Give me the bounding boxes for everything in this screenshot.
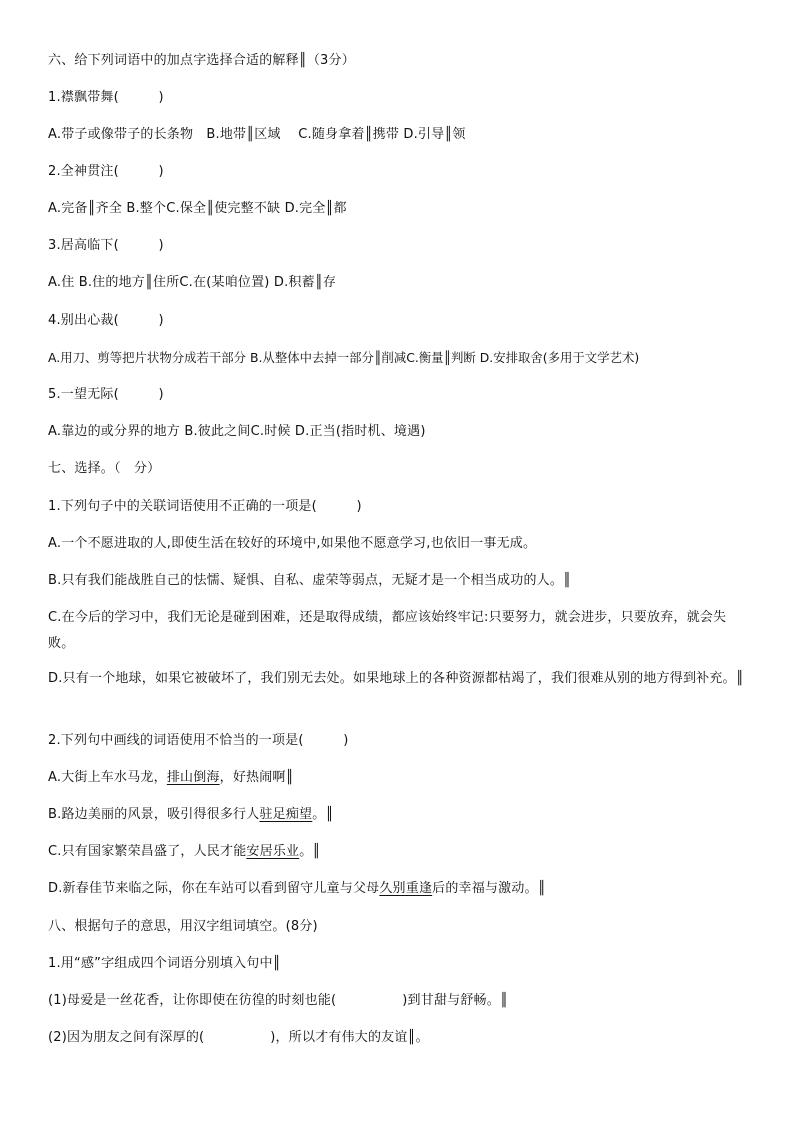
s6-options-2: A.完备║齐全 B.整个C.保全║使完整不缺 D.完全║都 (48, 201, 347, 216)
s7-q1-stem: 1.下列句子中的关联词语使用不正确的一项是( ) (48, 499, 362, 514)
s7-q2-option-a (48, 769, 748, 787)
s6-options-4: A.用刀、剪等把片状物分成若干部分 B.从整体中去掉一部分║削减C.衡量║判断 D.安排取舍(多用于文学艺术) (48, 350, 640, 365)
s7-q1-option-a: A.一个不愿进取的人,即使生活在较好的环境中,如果他不愿意学习,也依旧一事无成。 (48, 536, 537, 551)
option-text: A.大街上车水马龙， (48, 770, 167, 785)
option-text: C.只有国家繁荣昌盛了，人民才能 (48, 844, 247, 859)
s8-sentence-1: (1)母爱是一丝花香，让你即使在彷徨的时刻也能( )到甘甜与舒畅。║ (48, 993, 508, 1008)
s6-options-1: A.带子或像带子的长条物 B.地带║区域 C.随身拿着║携带 D.引导║领 (48, 127, 466, 142)
s7-q2-option-b (48, 806, 748, 824)
option-text: 后的幸福与激动。║ (432, 881, 546, 896)
s6-question-3: 3.居高临下( ) (48, 238, 164, 253)
s7-q1-option-d: D.只有一个地球，如果它被破坏了，我们别无去处。如果地球上的各种资源都枯竭了，我们很难从别的地方得到补充。║ (48, 671, 744, 686)
s6-options-5: A.靠边的或分界的地方 B.彼此之间C.时候 D.正当(指时机、境遇) (48, 424, 426, 439)
s8-sentence-2: (2)因为朋友之间有深厚的( )，所以才有伟大的友谊║。 (48, 1030, 429, 1045)
s6-question-2: 2.全神贯注( ) (48, 164, 164, 179)
s7-q1-option-b: B.只有我们能战胜自己的怯懦、疑惧、自私、虚荣等弱点，无疑才是一个相当成功的人。║ (48, 573, 572, 588)
s7-q2-option-c (48, 843, 748, 861)
option-text: 。║ (299, 844, 321, 859)
section-8-heading: 八、根据句子的意思，用汉字组词填空。(8分) (48, 919, 318, 934)
s6-question-5: 5.一望无际( ) (48, 387, 164, 402)
option-text: 。║ (312, 807, 334, 822)
s7-q2-stem: 2.下列句中画线的词语使用不恰当的一项是( ) (48, 733, 349, 748)
underlined-phrase: 排山倒海 (166, 770, 220, 785)
underlined-phrase: 安居乐业 (246, 844, 300, 859)
section-7-heading: 七、选择。（ 分） (48, 461, 161, 476)
option-text: D.新春佳节来临之际，你在车站可以看到留守儿童与父母 (48, 881, 380, 896)
section-6-heading: 六、给下列词语中的加点字选择合适的解释║（3分） (48, 53, 355, 68)
s6-options-3: A.住 B.住的地方║住所C.在(某咱位置) D.积蓄║存 (48, 275, 337, 290)
underlined-phrase: 驻足痴望 (259, 807, 313, 822)
s6-question-4: 4.别出心裁( ) (48, 313, 164, 328)
underlined-phrase: 久别重逢 (379, 881, 433, 896)
s8-question-1: 1.用“感”字组成四个词语分别填入句中║ (48, 956, 281, 971)
s7-q1-option-c: C.在今后的学习中，我们无论是碰到困难，还是取得成绩，都应该始终牢记:只要努力，就会进步，只要放弃，就会失败。 (48, 610, 727, 651)
s6-question-1: 1.襟飘带舞( ) (48, 90, 164, 105)
option-text: B.路边美丽的风景，吸引得很多行人 (48, 807, 260, 822)
option-text: ，好热闹啊║ (219, 770, 294, 785)
s7-q2-option-d (48, 880, 748, 898)
